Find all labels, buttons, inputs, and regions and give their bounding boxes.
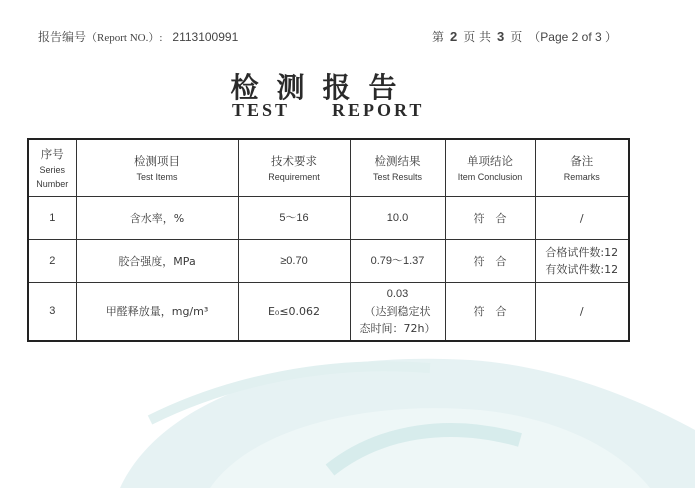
- cell-item: 含水率，%: [76, 197, 238, 240]
- remarks-line-2: 有效试件数:12: [545, 263, 619, 276]
- cell-requirement: 5～16: [238, 197, 350, 240]
- title-english-report: REPORT: [332, 100, 425, 120]
- header-test-items: 检测项目 Test Items: [76, 139, 238, 197]
- cell-remarks: [535, 240, 629, 283]
- cell-result: 0.79～1.37: [350, 240, 445, 283]
- result-line-2: （达到稳定状: [364, 305, 431, 318]
- header-item-conclusion: 单项结论 Item Conclusion: [445, 139, 535, 197]
- cell-result: [350, 283, 445, 342]
- cell-conclusion: 符 合: [445, 240, 535, 283]
- result-line-1: 0.03: [386, 288, 409, 300]
- page-indicator-en: （Page 2 of 3 ）: [528, 30, 617, 44]
- page-suffix: 页: [510, 30, 523, 44]
- report-number-value: 2113100991: [172, 30, 239, 44]
- cell-number: 1: [28, 197, 76, 240]
- page-current: 2: [449, 29, 458, 44]
- cell-remarks: /: [535, 197, 629, 240]
- cell-number: 3: [28, 283, 76, 342]
- title-chinese: 检测报告: [230, 71, 415, 104]
- cell-item: 甲醛释放量，mg/m³: [76, 283, 238, 342]
- table-row: [28, 197, 629, 240]
- page-prefix: 第: [431, 30, 444, 44]
- cell-item: 胶合强度，MPa: [76, 240, 238, 283]
- table-row: [28, 240, 629, 283]
- header-test-results: 检测结果 Test Results: [350, 139, 445, 197]
- cell-requirement: ≥0.70: [238, 240, 350, 283]
- cell-requirement: E₀≤0.062: [238, 283, 350, 342]
- results-table: [27, 138, 630, 342]
- cell-remarks: /: [535, 283, 629, 342]
- header-requirement: 技术要求 Requirement: [238, 139, 350, 197]
- page-total: 3: [497, 29, 505, 44]
- cell-result: 10.0: [350, 197, 445, 240]
- header-series-number: 序号 Series Number: [28, 139, 76, 197]
- page-mid: 页 共: [463, 30, 492, 44]
- cell-conclusion: 符 合: [445, 197, 535, 240]
- result-line-3: 态时间：72h）: [359, 322, 436, 335]
- cell-conclusion: 符 合: [445, 283, 535, 342]
- report-number: [38, 28, 238, 45]
- report-number-label-en: （Report NO.）:: [86, 32, 163, 44]
- remarks-line-1: 合格试件数:12: [545, 246, 619, 259]
- title-english-test: TEST: [232, 100, 291, 120]
- cell-number: 2: [28, 240, 76, 283]
- report-number-label-cn: 报告编号: [38, 30, 87, 44]
- table-row: [28, 283, 629, 342]
- table-header-row: [28, 139, 629, 197]
- header-remarks: 备注 Remarks: [535, 139, 629, 197]
- page-indicator: [432, 28, 617, 45]
